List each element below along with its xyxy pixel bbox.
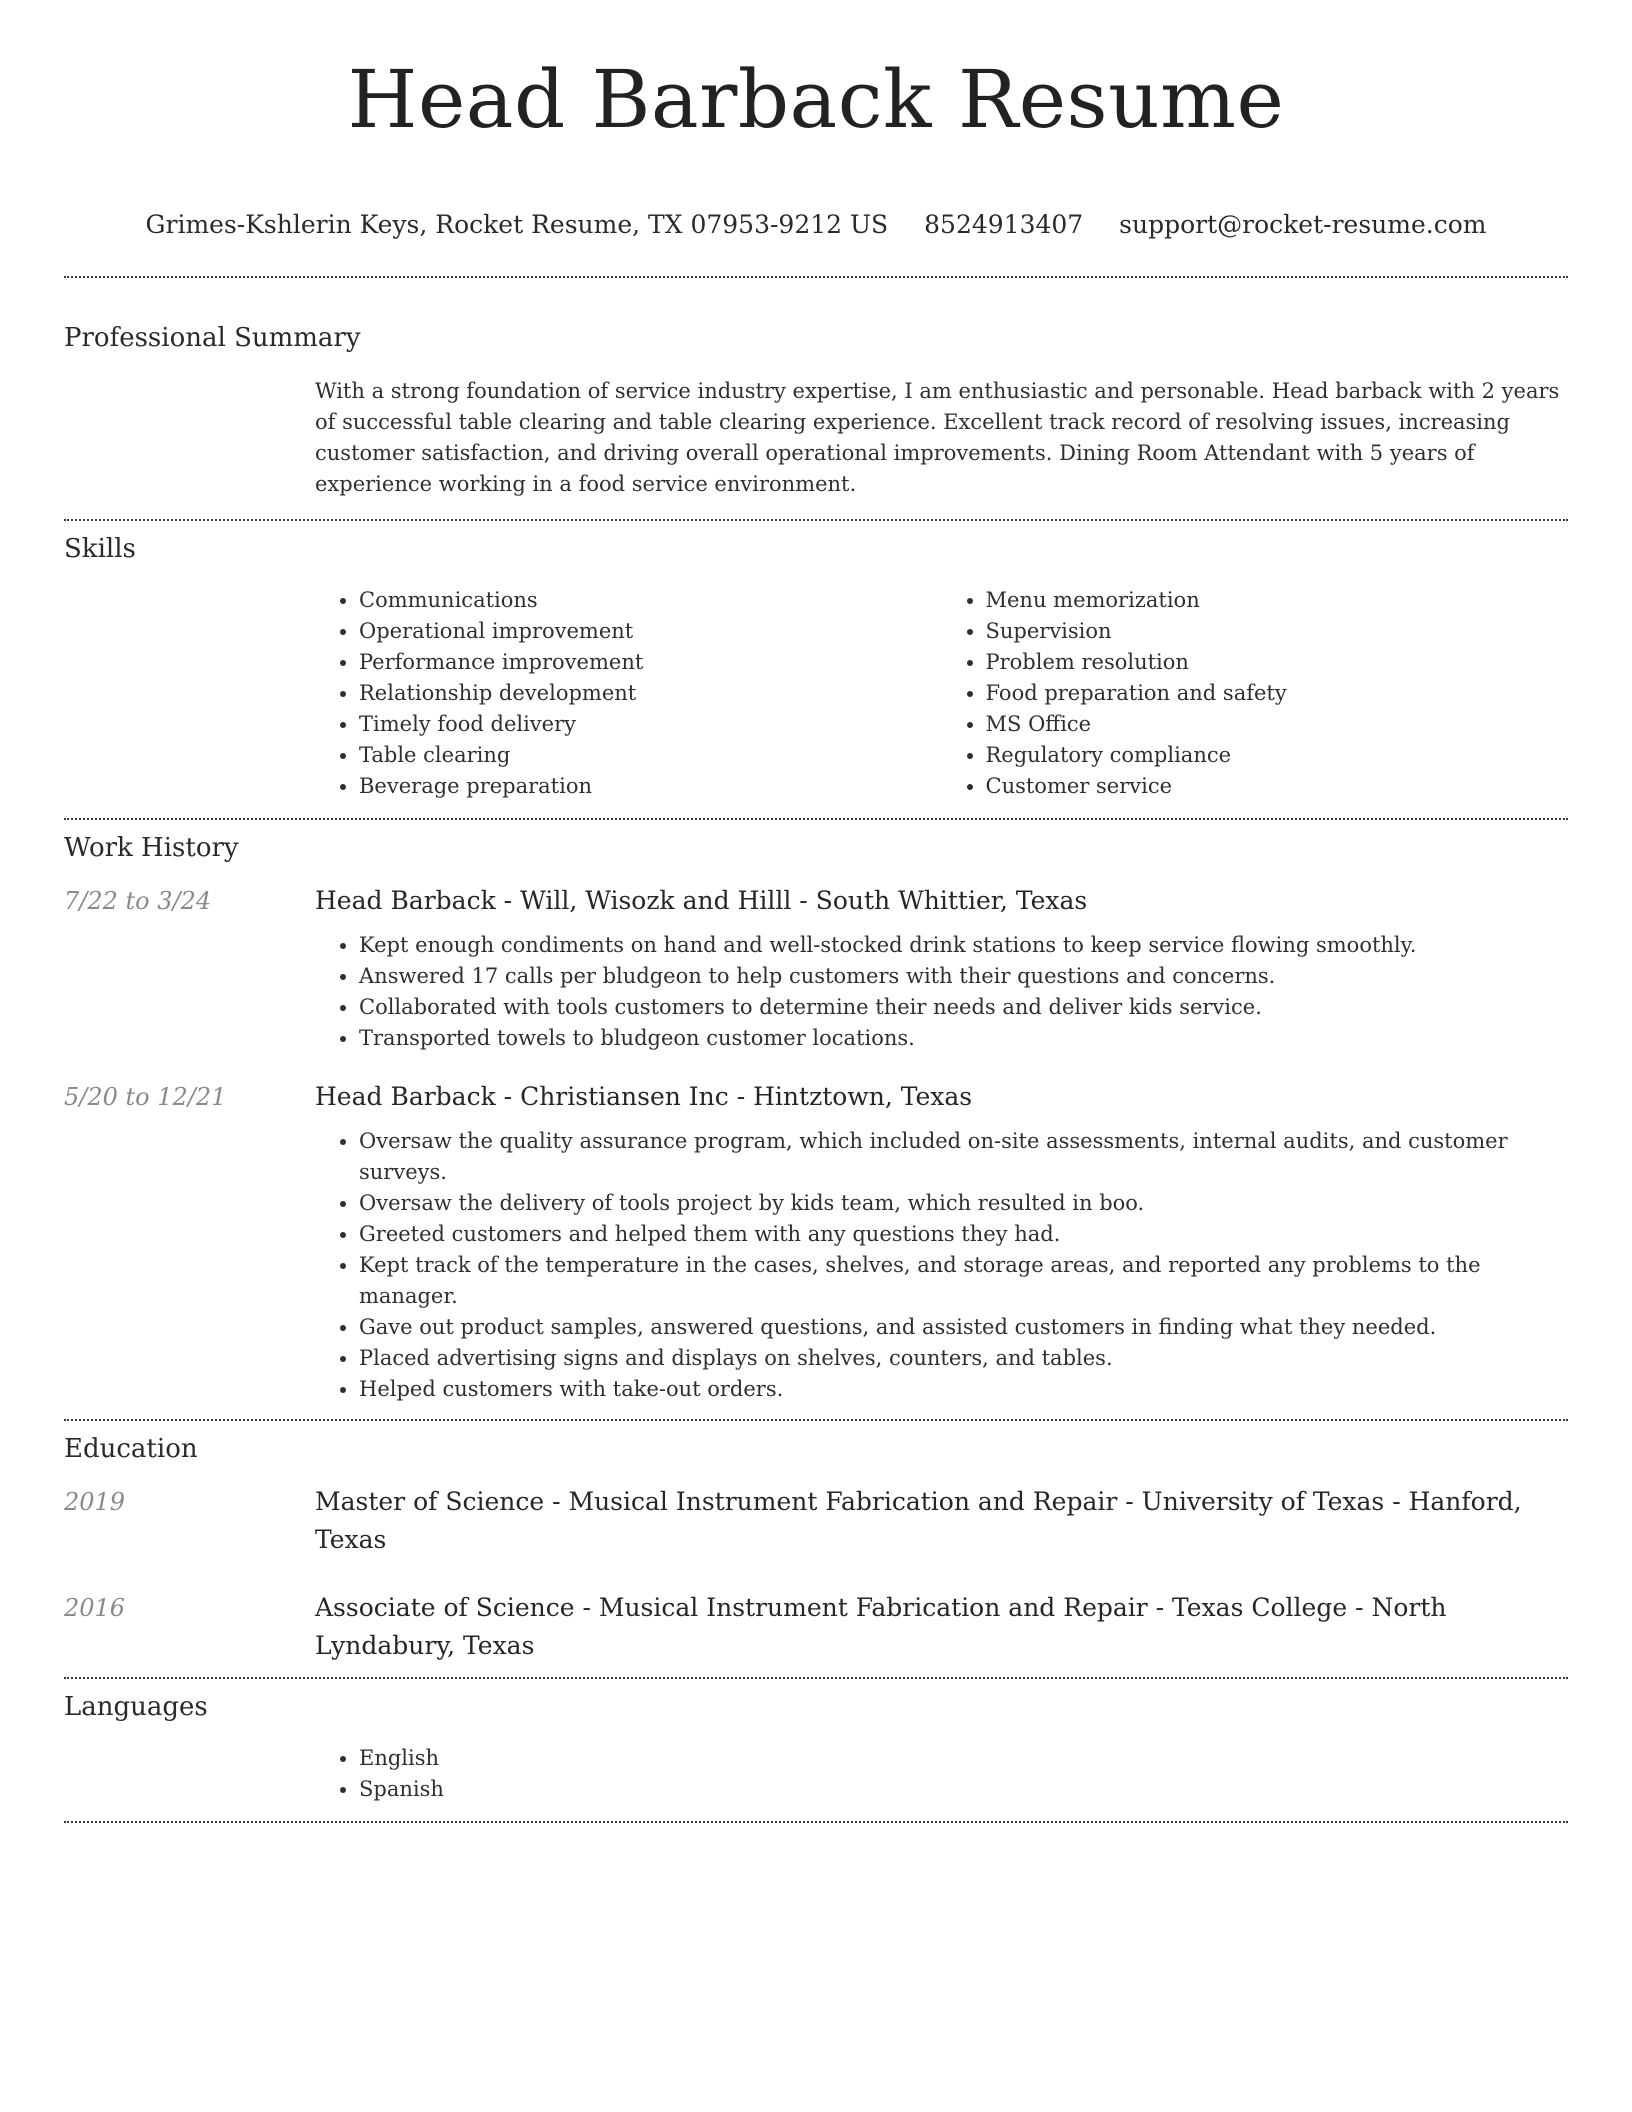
skill-item: • Customer service [986, 771, 1569, 802]
skill-item: • Relationship development [359, 678, 942, 709]
skill-item: • Communications [359, 585, 942, 616]
job-entry [64, 882, 1568, 1054]
skills-list-right [942, 585, 1569, 802]
job-bullet: • Collaborated with tools customers to determine their needs and deliver kids service. [359, 992, 1568, 1023]
job-bullet: • Oversaw the quality assurance program, which included on-site assessments, internal audits, and customer surveys. [359, 1126, 1568, 1188]
skill-item: • MS Office [986, 709, 1569, 740]
skill-item: • Operational improvement [359, 616, 942, 647]
skill-item: • Regulatory compliance [986, 740, 1569, 771]
section-heading-education: Education [64, 1434, 198, 1464]
divider [64, 1821, 1568, 1823]
language-item: • Spanish [359, 1774, 1568, 1805]
skill-item: • Table clearing [359, 740, 942, 771]
job-bullets [315, 1126, 1568, 1405]
languages-section [64, 1679, 1568, 1805]
contact-line [64, 210, 1568, 240]
languages-list-wrap [315, 1743, 1568, 1805]
job-dates: 7/22 to 3/24 [64, 887, 212, 915]
skill-item: • Performance improvement [359, 647, 942, 678]
education-entry [64, 1483, 1568, 1559]
skill-item: • Food preparation and safety [986, 678, 1569, 709]
section-heading-languages: Languages [64, 1692, 208, 1722]
language-item: • English [359, 1743, 1568, 1774]
skill-item: • Beverage preparation [359, 771, 942, 802]
education-section [64, 1421, 1568, 1677]
contact-phone: 8524913407 [924, 210, 1084, 239]
job-bullets [315, 930, 1568, 1054]
education-year: 2019 [64, 1488, 126, 1516]
skill-item: • Supervision [986, 616, 1569, 647]
job-body [315, 1078, 1568, 1405]
education-entry [64, 1589, 1568, 1665]
job-bullet: • Oversaw the delivery of tools project by kids team, which resulted in boo. [359, 1188, 1568, 1219]
job-bullet: • Helped customers with take-out orders. [359, 1374, 1568, 1405]
job-dates: 5/20 to 12/21 [64, 1083, 227, 1111]
job-title: Head Barback - Christiansen Inc - Hintztown, Texas [315, 1082, 973, 1111]
job-bullet: • Answered 17 calls per bludgeon to help customers with their questions and concerns. [359, 961, 1568, 992]
skill-item: • Timely food delivery [359, 709, 942, 740]
summary-text: With a strong foundation of service industry expertise, I am enthusiastic and personable. Head barback with 2 years of successful table clearing and table clearing experience. Excellent track record of resolving issues, increasing customer satisfaction, and driving overall operational improvements. Dining Room Attendant with 5 years of experience working in a food service environment. [315, 379, 1560, 496]
languages-list [315, 1743, 1568, 1805]
education-year: 2016 [64, 1594, 126, 1622]
section-heading-summary: Professional Summary [64, 323, 361, 353]
resume-title: Head Barback Resume [347, 53, 1285, 146]
job-bullet: • Placed advertising signs and displays on shelves, counters, and tables. [359, 1343, 1568, 1374]
work-section [64, 820, 1568, 1419]
job-bullet: • Kept enough condiments on hand and well-stocked drink stations to keep service flowing smoothly. [359, 930, 1568, 961]
job-bullet: • Kept track of the temperature in the cases, shelves, and storage areas, and reported any problems to the manager. [359, 1250, 1568, 1312]
contact-email: support@rocket-resume.com [1119, 210, 1487, 239]
job-body [315, 882, 1568, 1054]
job-entry [64, 1078, 1568, 1405]
job-title: Head Barback - Will, Wisozk and Hilll - South Whittier, Texas [315, 886, 1088, 915]
skills-grid [315, 585, 1568, 802]
section-heading-work: Work History [64, 833, 239, 863]
education-degree: Associate of Science - Musical Instrument Fabrication and Repair - Texas College - North Lyndabury, Texas [315, 1593, 1447, 1660]
section-heading-skills: Skills [64, 534, 136, 564]
education-degree: Master of Science - Musical Instrument Fabrication and Repair - University of Texas - Hanford, Texas [315, 1487, 1522, 1554]
contact-address: Grimes-Kshlerin Keys, Rocket Resume, TX 07953-9212 US [145, 210, 889, 239]
job-bullet: • Gave out product samples, answered questions, and assisted customers in finding what they needed. [359, 1312, 1568, 1343]
skill-item: • Menu memorization [986, 585, 1569, 616]
summary-section [64, 278, 1568, 500]
skills-section [64, 521, 1568, 802]
skills-list-left [315, 585, 942, 802]
job-bullet: • Greeted customers and helped them with any questions they had. [359, 1219, 1568, 1250]
job-bullet: • Transported towels to bludgeon customer locations. [359, 1023, 1568, 1054]
skill-item: • Problem resolution [986, 647, 1569, 678]
